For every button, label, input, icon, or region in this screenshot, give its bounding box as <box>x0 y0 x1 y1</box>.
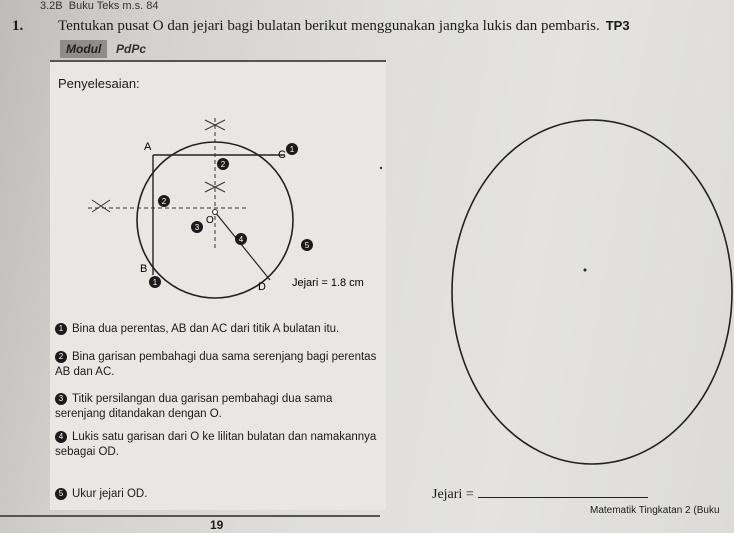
svg-text:4: 4 <box>238 235 244 244</box>
centre-o <box>213 210 218 215</box>
tp-badge: TP3 <box>605 18 630 33</box>
step-3: 3 Titik persilangan dua garisan pembahagi dua sama serenjang ditandakan dengan O. <box>55 393 333 420</box>
construction-diagram <box>60 100 390 300</box>
svg-text:1: 1 <box>152 278 158 287</box>
svg-text:3: 3 <box>194 223 200 232</box>
question-text: Tentukan pusat O dan jejari bagi bulatan berikut menggunakan jangka lukis dan pembaris. TP3 <box>58 18 630 34</box>
stray-dot <box>378 165 384 171</box>
label-o: O <box>206 215 214 226</box>
header-reference: 3.2B Buku Teks m.s. 84 <box>40 0 159 12</box>
step-2: 2 Bina garisan pembahagi dua sama serenjang bagi perentas AB dan AC. <box>55 351 377 378</box>
question-number: 1. <box>12 18 24 34</box>
bottom-rule <box>0 515 380 517</box>
svg-text:2: 2 <box>161 197 167 206</box>
label-b: B <box>140 263 148 275</box>
label-a: A <box>144 141 152 153</box>
pdpc-label: PdPc <box>116 42 147 56</box>
footer-book: Matematik Tingkatan 2 (Buku <box>590 505 720 516</box>
step-4: 4 Lukis satu garisan dari O ke lilitan bulatan dan namakannya sebagai OD. <box>55 431 377 458</box>
step-5: 5 Ukur jejari OD. <box>55 487 380 502</box>
label-c: C <box>278 149 286 161</box>
step-marker: 4 <box>55 431 67 443</box>
step-marker: 3 <box>55 393 67 405</box>
solution-title: Penyelesaian: <box>58 76 140 91</box>
practice-circle <box>450 112 734 482</box>
modul-tab: Modul <box>60 40 107 58</box>
svg-text:5: 5 <box>304 241 310 250</box>
radius-readout: Jejari = 1.8 cm <box>292 277 364 289</box>
radius-od <box>215 212 270 280</box>
step-1: 1 Bina dua perentas, AB dan AC dari titik A bulatan itu. <box>55 322 380 337</box>
step-marker: 1 <box>55 323 67 335</box>
svg-text:1: 1 <box>289 145 295 154</box>
step-marker: 5 <box>55 488 67 500</box>
arc-mark <box>92 200 110 212</box>
page-number: 19 <box>210 518 224 532</box>
answer-blank[interactable] <box>478 485 648 498</box>
svg-text:2: 2 <box>220 160 226 169</box>
label-d: D <box>258 281 266 293</box>
radius-answer: Jejari = <box>432 485 648 503</box>
step-marker: 2 <box>55 351 67 363</box>
practice-dot <box>584 269 587 272</box>
